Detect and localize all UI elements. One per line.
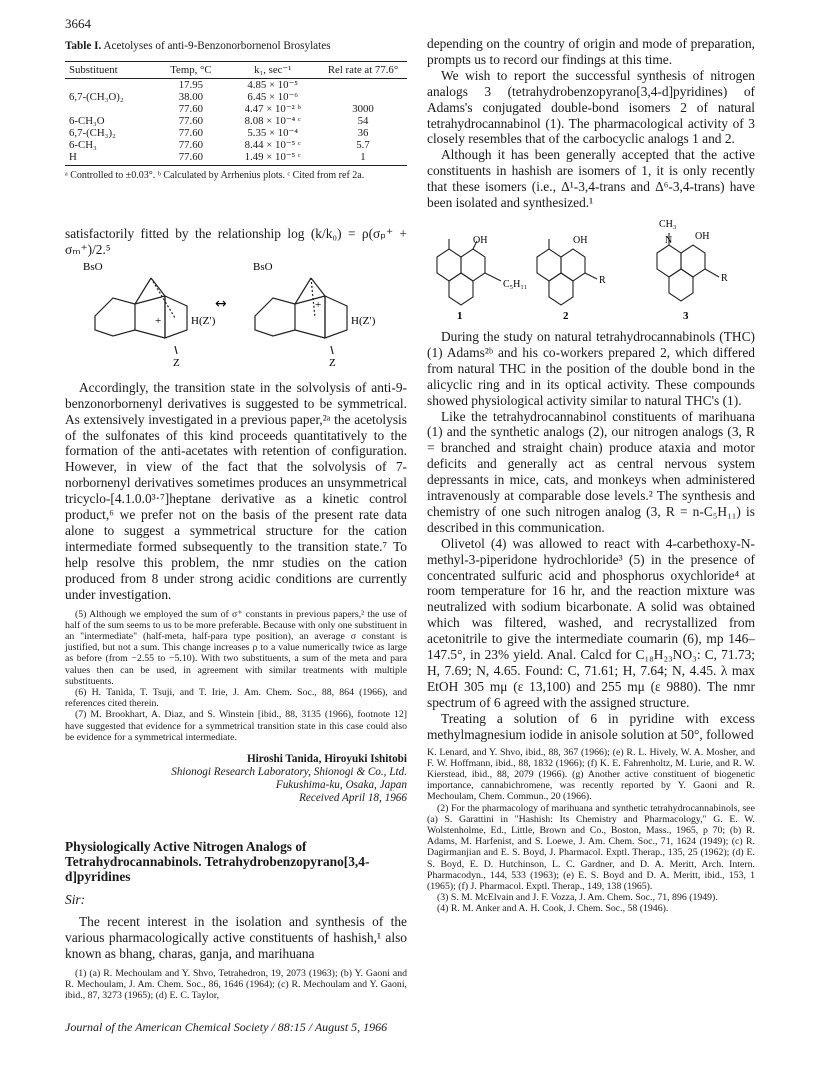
table-row <box>65 127 407 139</box>
communication-title: Physiologically Active Nitrogen Analogs of Tetrahydrocannabinols. Tetrahydrobenzopyrano[3,4-d]pyridines <box>65 838 370 884</box>
cell: 6-CH₃O <box>69 115 105 127</box>
cell: H <box>65 151 155 166</box>
table-caption: Acetolyses of anti-9-Benzonorbornenol Brosylates <box>103 40 331 52</box>
footnote-1: (1) (a) R. Mechoulam and Y. Shvo, Tetrahedron, 19, 2073 (1963); (b) Y. Gaoni and R. Mechoulam, J. Am. Chem. Soc., 86, 1646 (1964); (c) R. Mechoulam and Y. Gaoni, ibid., 87, 3273 (1965); (d) E. C. Taylor, <box>65 967 407 1002</box>
plus-left: + <box>155 314 162 327</box>
fit-paragraph: satisfactorily fitted by the relationship log (k/k₀) = ρ(σₚ⁺ + σₘ⁺)/2.⁵ <box>65 226 407 257</box>
bso-left-label: BsO <box>83 260 103 273</box>
oh-label-2: OH <box>573 234 588 246</box>
norbornenyl-structures <box>65 258 407 370</box>
table-row <box>65 139 407 151</box>
cell <box>65 79 155 92</box>
col-header-substituent: Substituent <box>65 62 155 79</box>
cell: 1.49 × 10⁻⁵ ᶜ <box>226 151 319 166</box>
col-header-temp: Temp, °C <box>155 62 226 79</box>
r-label-2: R <box>599 274 606 286</box>
cell: 36 <box>357 127 369 139</box>
footnote-6: (6) H. Tanida, T. Tsuji, and T. Irie, J. Am. Chem. Soc., 88, 864 (1966), and references cited therein. <box>65 686 407 710</box>
salutation: Sir: <box>65 891 86 907</box>
bso-right-label: BsO <box>253 260 273 273</box>
norbornenyl-diagram <box>65 258 407 370</box>
footnote-1-cont: K. Lenard, and Y. Shvo, ibid., 88, 367 (1966); (e) R. L. Hively, W. A. Mosher, and F. W. Hoffmann, ibid., 88, 1832 (1966); (f) K. E. Fahrenholtz, M. Lurie, and R. W. Kierstead, ibid., 88, 2079 (1966). (g) Another active constituent of biogenetic importance, cannabichromene, was recently reported by Y. Gaoni and R. Mechoulam, Chem. Commun., 20 (1966). <box>427 746 755 803</box>
cell: 54 <box>357 115 369 127</box>
transition-paragraph: Accordingly, the transition state in the solvolysis of anti-9-benzonorbornenyl derivatives is suggested to be symmetrical. As extensively investigated in a previous paper,²ᵃ the acetolysis of the sulfonates of this kind proceeds quantitatively to the formation of the anti-acetates with retention of configuration. However, in view of the fact that the solvolysis of 7-norbornenyl derivatives sometimes produces an unsymmetrical tricyclo-[4.1.0.0³·⁷]heptane derivative as a kinetic control product,⁶ we prefer not on the basis of the present rate data alone to suggest a symmetrical structure for the cation intermediate formed subsequently to the transition state.⁷ To help resolve this problem, the nmr studies on the cation produced from 8 under strong acidic conditions are currently under investigation. <box>65 379 407 602</box>
cell: 4.85 × 10⁻⁵ <box>247 79 299 91</box>
page-number: 3664 <box>65 16 91 31</box>
cell <box>65 103 155 115</box>
journal-footer: Journal of the American Chemical Society / 88:15 / August 5, 1966 <box>65 1020 388 1034</box>
cell: 77.60 <box>155 151 226 166</box>
compound-number-2: 2 <box>563 309 569 322</box>
footnote-3: (3) S. M. McElvain and J. F. Vozza, J. Am. Chem. Soc., 71, 896 (1949). <box>437 892 718 904</box>
ch3-label: CH₃ <box>659 218 677 230</box>
r-label-3: R <box>721 272 728 284</box>
right-para-3: Although it has been generally accepted that the active constituents in hashish are isomers of 1, it is only recently that these isomers (i.e., Δ¹-3,4-trans and Δ⁶-3,4-trans) have been isolated and synthesized.¹ <box>427 147 755 211</box>
table-footnote: ᵃ Controlled to ±0.03°. ᵇ Calculated by Arrhenius plots. ᶜ Cited from ref 2a. <box>65 170 365 181</box>
right-para-5: Like the tetrahydrocannabinol constituents of marihuana (1) and the synthetic analogs (2), our nitrogen analogs (3, R = branched and straight chain) produce ataxia and motor deficits and generally act as central nervous system depressants in mice, cats, and monkeys when administered intravenously at comparable dose levels.² The synthesis and chemistry of one such nitrogen analog (3, R = n-C₅H₁₁) is described in this communication. <box>427 408 755 535</box>
signature-affiliation: Shionogi Research Laboratory, Shionogi & Co., Ltd. <box>171 765 407 778</box>
cell <box>319 79 407 92</box>
cell: 1 <box>319 151 407 166</box>
table-title <box>65 40 407 53</box>
right-para-4: During the study on natural tetrahydrocannabinols (THC) (1) Adams²ᵇ and his co-workers prepared 2, which differed from natural THC in the position of the double bond in the alicyclic ring and in its optical activity. These compounds showed physiological activity similar to natural THC's (1). <box>427 328 755 408</box>
intro-paragraph: The recent interest in the isolation and synthesis of the various pharmacologically active constituents of hashish,¹ also known as bhang, charas, ganja, and marihuana <box>65 913 407 961</box>
hz-right-label: H(Z′) <box>351 314 376 327</box>
cell: 6,7-(CH₃O)₂ <box>69 91 124 103</box>
footnote-2: (2) For the pharmacology of marihuana and synthetic tetrahydrocannabinols, see (a) S. Garattini in "Hashish: Its Chemistry and Pharmacology," G. E. W. Wolstenholme, Ed., Little, Brown and Co., Boston, Mass., 1965, p 70; (b) R. Adams, M. Harfenist, and S. Loewe, J. Am. Chem. Soc., 71, 1624 (1949); (c) R. Dagirmanjian and E. S. Boyd, J. Pharmacol. Exptl. Therap., 135, 25 (1962); (d) E. S. Boyd, E. D. Hutchinson, L. C. Gardner, and D. A. Meritt, Arch. Intern. Pharmacodyn., 144, 533 (1963); (e) E. S. Boyd and D. A. Meritt, ibid., 153, 1 (1965); (f) J. Pharmacol. Exptl. Therap., 149, 138 (1965). <box>427 802 755 892</box>
rate-table <box>65 61 407 166</box>
oh-label-3: OH <box>695 230 710 242</box>
cell: 5.35 × 10⁻⁴ <box>247 127 299 139</box>
z-left-label: Z <box>173 356 180 369</box>
cell <box>319 91 407 103</box>
table-row <box>65 103 407 115</box>
right-column <box>427 36 755 915</box>
table-row <box>65 91 407 103</box>
signature-received: Received April 18, 1966 <box>299 791 407 804</box>
oh-label-1: OH <box>473 234 488 246</box>
col-header-k1: k₁, sec⁻¹ <box>226 62 319 79</box>
c5h11-label: C₅H₁₁ <box>503 278 528 290</box>
cell: 77.60 <box>178 103 204 115</box>
cell: 6,7-(CH₃)₂ <box>69 127 116 139</box>
compound-number-1: 1 <box>457 309 463 322</box>
cell: 8.08 × 10⁻⁴ ᶜ <box>244 115 301 127</box>
cell: 38.00 <box>178 91 204 103</box>
right-para-2: We wish to report the successful synthesis of nitrogen analogs 3 (tetrahydrobenzopyrano[3,4-d]pyridines) of Adams's conjugated double-bond isomers 2 of natural tetrahydrocannabinol (1). The pharmacological activity of 3 closely resembles that of the carbocyclic analogs 1 and 2. <box>427 67 755 147</box>
right-para-6: Olivetol (4) was allowed to react with 4-carbethoxy-N-methyl-3-piperidone hydrochloride³ (5) in the presence of concentrated sulfuric acid and phosphorus oxychloride⁴ at room temperature for 16 hr, and the reaction mixture was neutralized with sodium bicarbonate. A solid was obtained which was filtered, washed, and recrystallized from acetonitrile to give the intermediate coumarin (6), mp 146–147.5°, in 23% yield. Anal. Calcd for C₁₈H₂₃NO₃: C, 71.73; H, 7.69; N, 4.65. Found: C, 71.61; H, 7.64; N, 4.45. λ max EtOH 305 mμ (ε 13,100) and 255 mμ (ε 9880). The nmr spectrum of 6 agreed with the assigned structure. <box>427 535 755 710</box>
right-para-7: Treating a solution of 6 in pyridine with excess methylmagnesium iodide in anisole solution at 50°, followed <box>427 710 755 742</box>
footnote-4: (4) R. M. Anker and A. H. Cook, J. Chem. Soc., 58 (1946). <box>437 903 669 915</box>
cell: 77.60 <box>178 115 204 127</box>
cell: 8.44 × 10⁻⁵ ᶜ <box>244 139 301 151</box>
n-label: N <box>665 234 673 246</box>
cell: 6-CH₃ <box>69 139 97 151</box>
signature-location: Fukushima-ku, Osaka, Japan <box>275 778 407 791</box>
footnote-7: (7) M. Brookhart, A. Diaz, and S. Winstein [ibid., 88, 3135 (1966), footnote 12] have suggested that evidence for a symmetrical transition state in this case could also be evidence for a symmetrical intermediate. <box>65 709 407 743</box>
cannabinoid-structures <box>427 215 755 325</box>
plus-right: + <box>315 298 322 311</box>
hz-left-label: H(Z′) <box>191 314 216 327</box>
cell: 77.60 <box>178 139 204 151</box>
cell: 4.47 × 10⁻² ᵇ <box>244 103 301 115</box>
table-row <box>65 79 407 92</box>
left-column <box>65 36 407 1001</box>
cell: 6.45 × 10⁻⁶ <box>247 91 299 103</box>
right-para-1: depending on the country of origin and mode of preparation, prompts us to record our findings at this time. <box>427 36 755 67</box>
cell: 3000 <box>352 103 374 115</box>
col-header-relrate: Rel rate at 77.6° <box>319 62 407 79</box>
table-row <box>65 151 407 166</box>
cell: 77.60 <box>178 127 204 139</box>
compound-number-3: 3 <box>683 309 689 322</box>
table-row <box>65 115 407 127</box>
z-right-label: Z <box>329 356 336 369</box>
signature-authors: Hiroshi Tanida, Hiroyuki Ishitobi <box>246 752 407 765</box>
resonance-arrow: ↔ <box>215 295 227 312</box>
footnote-5: (5) Although we employed the sum of σ⁺ constants in previous papers,² the use of half of the sum seems to us to be more preferable. Because with only one substituent in an "intermediate" (half-meta, half-para type position), an average σ constant is justified, but not a sum. This change increases ρ to a value numerically twice as large as before (from −2.55 to −5.10). With two substituents, a sum of the meta and para values then can be used, in agreement with similar treatments with multiple substituents. <box>65 608 407 687</box>
table-label: Table I. <box>65 40 102 52</box>
cell: 5.7 <box>356 139 370 151</box>
cell: 17.95 <box>178 79 204 91</box>
cannabinoid-diagram <box>427 215 755 325</box>
